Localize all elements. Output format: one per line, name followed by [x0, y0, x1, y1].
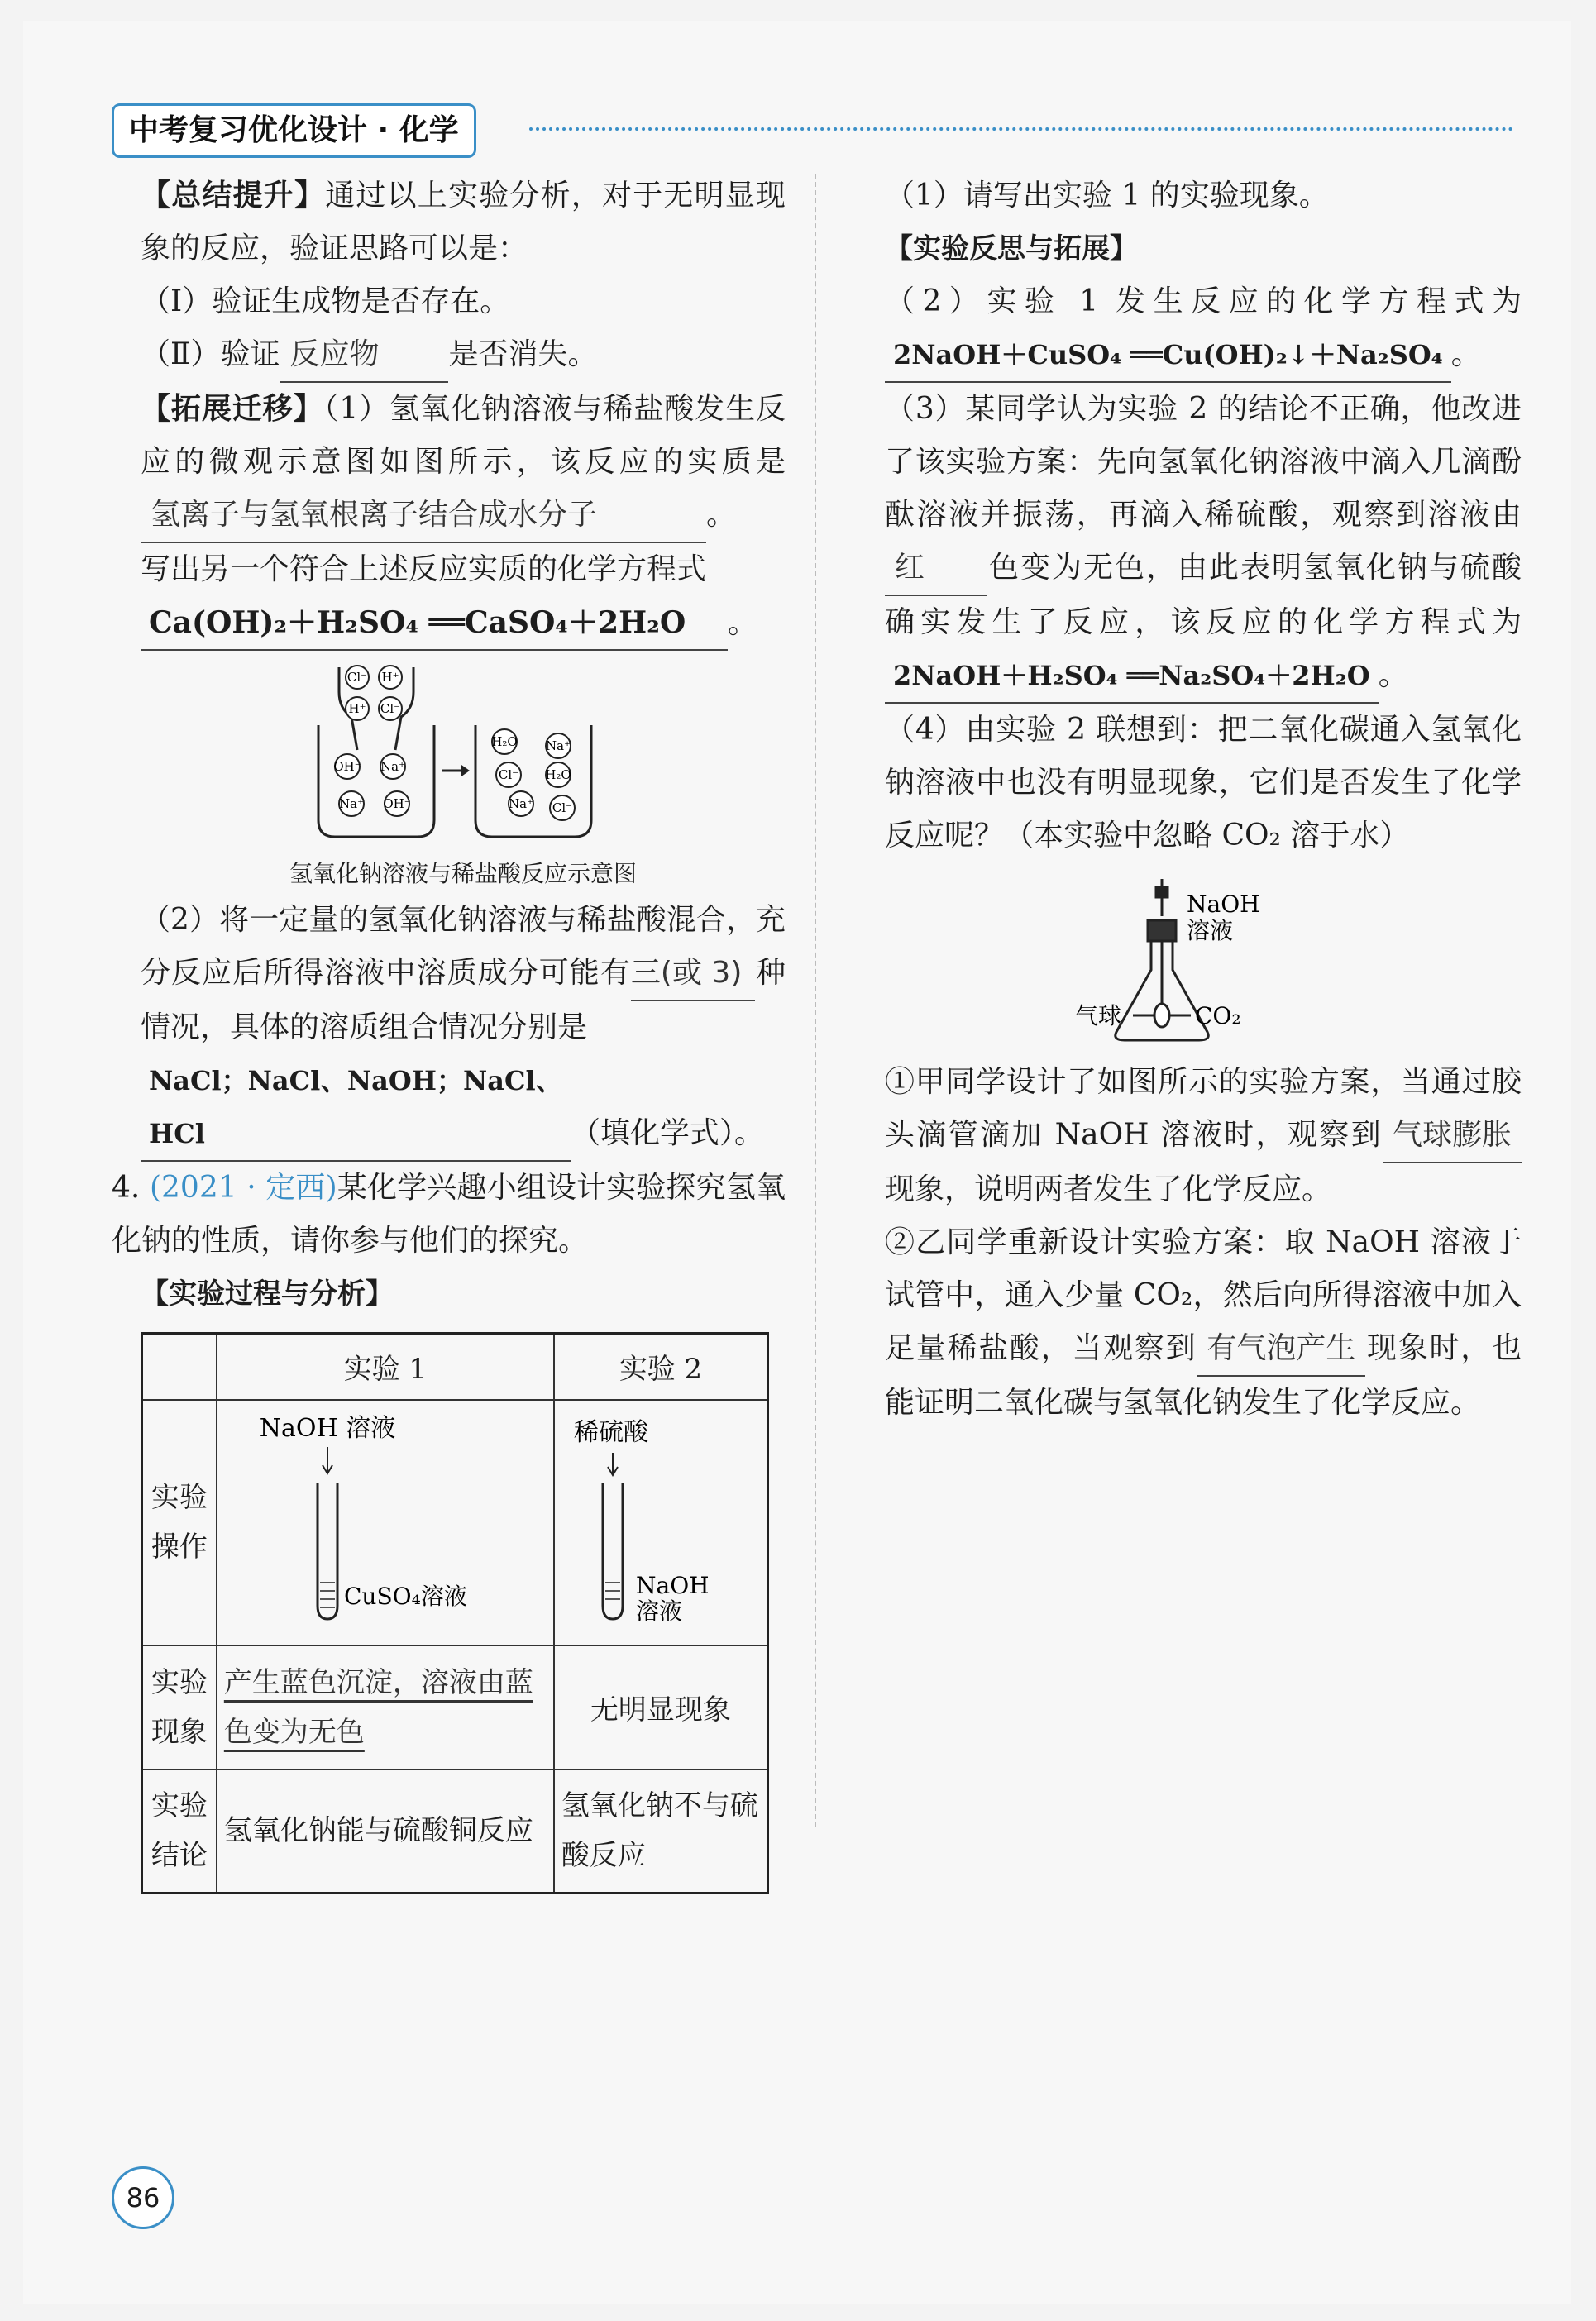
svg-text:H₂O: H₂O [545, 767, 571, 782]
svg-text:稀硫酸: 稀硫酸 [573, 1417, 648, 1447]
svg-text:Na⁺: Na⁺ [546, 738, 571, 753]
answer-blank: 红 [885, 542, 987, 596]
svg-text:H⁺: H⁺ [381, 670, 399, 685]
extend-paragraph: 【拓展迁移】（1）氢氧化钠溶液与稀盐酸发生反应的微观示意图如图所示，该反应的实质是氢离子与氢氧根离子结合成水分子 。 写出另一个符合上述反应实质的化学方程式 Ca(OH)₂＋H₂SO₄ ══CaSO₄＋2H₂O 。 [141, 383, 786, 651]
question-source: (2021 · 定西) [149, 1171, 337, 1205]
process-label: 【实验过程与分析】 [141, 1278, 394, 1311]
equation-answer: Ca(OH)₂＋H₂SO₄ ══CaSO₄＋2H₂O [141, 596, 728, 651]
answer-b-paragraph: ②乙同学重新设计实验方案：取 NaOH 溶液于试管中，通入少量 CO₂，然后向所得溶液中加入足量稀盐酸，当观察到 有气泡产生 现象时，也能证明二氧化碳与氢氧化钠发生了化学反应。 [885, 1225, 1522, 1420]
reflect-label: 【实验反思与拓展】 [885, 232, 1138, 265]
right-column [885, 170, 1522, 1430]
right-question-1: （1）请写出实验 1 的实验现象。 [885, 179, 1329, 213]
answer-a-paragraph: ①甲同学设计了如图所示的实验方案，当通过胶头滴管滴加 NaOH 溶液时，观察到 气球膨胀现象，说明两者发生了化学反应。 [885, 1065, 1522, 1206]
row-label-operation: 实验操作 [142, 1400, 217, 1645]
summary-item-2: （Ⅱ）验证 反应物 是否消失。 [141, 328, 786, 383]
svg-text:NaOH: NaOH [1187, 891, 1260, 918]
right-question-2: （2）实验 1 发生反应的化学方程式为2NaOH＋CuSO₄ ══Cu(OH)₂↓＋Na₂SO₄ 。 [885, 275, 1522, 383]
svg-text:Cl⁻: Cl⁻ [346, 670, 368, 685]
test-tube-figure-1 [224, 1407, 547, 1631]
svg-text:CuSO₄溶液: CuSO₄溶液 [343, 1582, 467, 1610]
right-question-4: （4）由实验 2 联想到：把二氧化碳通入氢氧化钠溶液中也没有明显现象，它们是否发生了化学反应呢？（本实验中忽略 CO₂ 溶于水） [885, 713, 1522, 852]
svg-text:Cl⁻: Cl⁻ [498, 767, 519, 782]
answer-blank: 反应物 [280, 328, 448, 383]
exp1-phenomenon-cell: 产生蓝色沉淀，溶液由蓝色变为无色 [217, 1645, 554, 1769]
row-label-conclusion: 实验结论 [142, 1769, 217, 1894]
table-corner [142, 1334, 217, 1400]
equation-answer: 2NaOH＋CuSO₄ ══Cu(OH)₂↓＋Na₂SO₄ [885, 328, 1451, 383]
answer-blank: 三(或 3) [631, 947, 755, 1001]
table-header-exp2: 实验 2 [554, 1334, 768, 1400]
svg-text:H₂O: H₂O [491, 734, 518, 749]
summary-paragraph: 【总结提升】通过以上实验分析，对于无明显现象的反应，验证思路可以是： [141, 179, 786, 265]
right-question-3: （3）某同学认为实验 2 的结论不正确，他改进了该实验方案：先向氢氧化钠溶液中滴入几滴酚酞溶液并振荡，再滴入稀硫酸，观察到溶液由红 色变为无色，由此表明氢氧化钠与硫酸确实发生了反应，该反应的化学方程式为2NaOH＋H₂SO₄ ══Na₂SO₄＋2H₂O 。 [885, 383, 1522, 704]
test-tube-figure-2 [561, 1407, 760, 1631]
answer-blank: 氢离子与氢氧根离子结合成水分子 [141, 489, 706, 543]
svg-text:NaOH 溶液: NaOH 溶液 [259, 1413, 396, 1443]
svg-text:Na⁺: Na⁺ [339, 796, 364, 811]
svg-text:Cl⁻: Cl⁻ [380, 701, 401, 716]
exp2-conclusion-cell: 氢氧化钠不与硫酸反应 [554, 1769, 768, 1894]
page-number: 86 [112, 2166, 174, 2229]
neutralization-diagram [141, 651, 786, 857]
summary-item-1: （Ⅰ）验证生成物是否存在。 [141, 284, 510, 318]
header-dotted-rule [529, 127, 1513, 131]
left-column [112, 170, 786, 1894]
svg-text:OH⁻: OH⁻ [383, 796, 411, 811]
figure-caption: 氢氧化钠溶液与稀盐酸反应示意图 [289, 860, 637, 887]
question-2-paragraph: （2）将一定量的氢氧化钠溶液与稀盐酸混合，充分反应后所得溶液中溶质成分可能有三(或 3) 种情况，具体的溶质组合情况分别是 NaCl；NaCl、NaOH；NaCl、HCl （填化学式）。 [141, 894, 786, 1162]
svg-text:H⁺: H⁺ [348, 701, 366, 716]
question-4-paragraph: 4. (2021 · 定西)某化学兴趣小组设计实验探究氢氧化钠的性质，请你参与他们的探究。 [112, 1171, 786, 1258]
exp2-operation-cell [554, 1400, 768, 1645]
experiment-table [141, 1332, 769, 1894]
answer-blank: 气球膨胀 [1383, 1109, 1522, 1163]
flask-balloon-figure [885, 862, 1522, 1053]
table-header-exp1: 实验 1 [217, 1334, 554, 1400]
svg-text:气球: 气球 [1075, 1002, 1122, 1029]
svg-text:Cl⁻: Cl⁻ [552, 800, 573, 815]
svg-text:Na⁺: Na⁺ [380, 759, 405, 774]
answer-blank: NaCl；NaCl、NaOH；NaCl、HCl [141, 1054, 571, 1162]
answer-blank: 有气泡产生 [1197, 1322, 1365, 1377]
header-title: 中考复习优化设计 · 化学 [112, 103, 476, 158]
svg-text:NaOH: NaOH [635, 1571, 710, 1599]
svg-text:OH⁻: OH⁻ [333, 759, 361, 774]
exp1-conclusion-cell: 氢氧化钠能与硫酸铜反应 [217, 1769, 554, 1894]
row-label-phenomenon: 实验现象 [142, 1645, 217, 1769]
exp2-phenomenon-cell: 无明显现象 [554, 1645, 768, 1769]
column-separator [815, 174, 816, 1827]
equation-answer: 2NaOH＋H₂SO₄ ══Na₂SO₄＋2H₂O [885, 649, 1379, 704]
svg-text:溶液: 溶液 [1187, 917, 1234, 944]
exp1-operation-cell [217, 1400, 554, 1645]
svg-text:CO₂: CO₂ [1195, 1002, 1241, 1029]
svg-text:溶液: 溶液 [635, 1597, 682, 1625]
svg-text:Na⁺: Na⁺ [509, 796, 533, 811]
